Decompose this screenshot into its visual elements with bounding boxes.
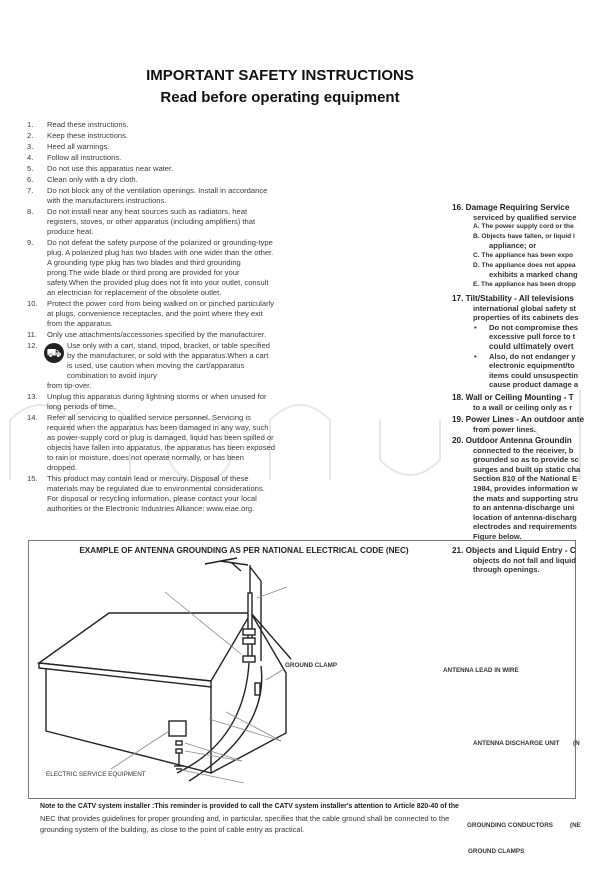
item-21 bbox=[452, 546, 600, 575]
list-item bbox=[27, 175, 275, 185]
item-number: 9. bbox=[27, 238, 34, 247]
line: location of antenna-discharg bbox=[473, 512, 577, 522]
list-item bbox=[27, 153, 275, 163]
item-text-end: from tip-over. bbox=[47, 381, 92, 390]
item-text: Unplug this apparatus during lightning storms or when unused for long periods of time. bbox=[47, 392, 267, 411]
line: connected to the receiver, b bbox=[473, 445, 574, 455]
item-text: Clean only with a dry cloth. bbox=[47, 175, 138, 184]
list-item bbox=[27, 474, 275, 514]
line: C. The appliance has been expo bbox=[473, 251, 574, 259]
line: properties of its cabinets des bbox=[473, 313, 579, 323]
line: grounded so as to provide sc bbox=[473, 455, 579, 465]
label-electric-service: ELECTRIC SERVICE EQUIPMENT bbox=[46, 771, 146, 778]
item-20-heading: 20. Outdoor Antenna Groundin bbox=[452, 436, 572, 445]
item-19-heading: 19. Power Lines - An outdoor ante bbox=[452, 415, 585, 424]
item-text: Do not defeat the safety purpose of the polarized or grounding-type plug. A polarized plug has two blades with one wider than the other. A grounding type plug has two blades and third grounding prong.The wide blade or third prong are provided for your safety.When the provided plug does not fit into your outlet, consult an electrician for replacement of the obsolete outlet. bbox=[47, 238, 274, 297]
list-item bbox=[27, 238, 275, 298]
catv-note-body: NEC that provides guidelines for proper grounding and, in particular, specifies that the cable ground shall be connected to the grounding system of the building, as close to the point of cable entry as practical. bbox=[40, 814, 450, 834]
list-item bbox=[27, 299, 275, 329]
bullet: • bbox=[474, 351, 477, 361]
item-16-heading: 16. Damage Requiring Service bbox=[452, 203, 570, 212]
item-18 bbox=[452, 393, 600, 412]
item-number: 4. bbox=[27, 153, 34, 162]
item-text: Do not install near any heat sources such as radiators, heat registers, stoves, or other apparatus (including amplifiers) that produce heat. bbox=[47, 207, 256, 236]
label-ground-clamps: GROUND CLAMPS bbox=[468, 848, 525, 855]
item-number: 5. bbox=[27, 164, 34, 173]
item-number: 14. bbox=[27, 413, 38, 422]
list-item bbox=[27, 341, 275, 391]
item-number: 6. bbox=[27, 175, 34, 184]
label-grounding-conductors: GROUNDING CONDUCTORS bbox=[467, 822, 553, 829]
line: items could unsuspectin bbox=[489, 370, 579, 380]
list-item bbox=[27, 413, 275, 473]
line: to a wall or ceiling only as r bbox=[473, 402, 573, 412]
item-text: Do not block any of the ventilation openings. Install in accordance with the manufacturers instructions. bbox=[47, 186, 268, 205]
label-antenna-lead-in: ANTENNA LEAD IN WIRE bbox=[443, 667, 519, 674]
line: excessive pull force to t bbox=[489, 332, 576, 342]
item-text: Keep these instructions. bbox=[47, 131, 129, 140]
item-text: Heed all warnings. bbox=[47, 142, 110, 151]
page-subtitle: Read before operating equipment bbox=[160, 89, 400, 106]
line: appliance; or bbox=[489, 241, 537, 251]
list-item bbox=[27, 207, 275, 237]
item-text: Read these instructions. bbox=[47, 120, 129, 129]
item-number: 10. bbox=[27, 299, 38, 308]
line: E. The appliance has been dropp bbox=[473, 280, 576, 288]
list-item bbox=[27, 120, 275, 130]
item-18-heading: 18. Wall or Ceiling Mounting - T bbox=[452, 393, 574, 402]
safety-list bbox=[27, 120, 275, 515]
line: from power lines. bbox=[473, 424, 536, 434]
line: 1984, provides information w bbox=[473, 483, 578, 493]
line: exhibits a marked chang bbox=[489, 270, 578, 280]
item-number: 7. bbox=[27, 186, 34, 195]
line: Figure below. bbox=[473, 531, 522, 541]
list-item bbox=[27, 164, 275, 174]
item-21-heading: 21. Objects and Liquid Entry - C bbox=[452, 546, 576, 555]
list-item bbox=[27, 330, 275, 340]
item-text: Do not use this apparatus near water. bbox=[47, 164, 174, 173]
item-16 bbox=[452, 203, 600, 289]
cart-warning-icon: ⛟ bbox=[44, 343, 64, 363]
line: the mats and supporting stru bbox=[473, 493, 579, 503]
line: serviced by qualified service bbox=[473, 212, 577, 222]
item-number: 11. bbox=[27, 330, 37, 339]
catv-note-bold: Note to the CATV system installer :This reminder is provided to call the CATV system installer's attention to Article 820-40 of the bbox=[40, 803, 459, 810]
antenna-grounding-diagram bbox=[28, 540, 580, 799]
item-number: 8. bbox=[27, 207, 34, 216]
item-19 bbox=[452, 415, 600, 434]
list-item bbox=[27, 131, 275, 141]
list-item bbox=[27, 186, 275, 206]
line: international global safety st bbox=[473, 303, 576, 313]
line: D. The appliance does not appea bbox=[473, 261, 576, 269]
item-number: 2. bbox=[27, 131, 34, 140]
item-text: Refer all servicing to qualified service personnel. Servicing is required when the apparatus has been damaged in any way, such as power-supply cord or plug is damaged, liquid has been spilled or objects have fallen into apparatus, the apparatus has been exposed to rain or moisture, does not operate normally, or has been dropped. bbox=[47, 413, 275, 472]
line: surges and built up static cha bbox=[473, 464, 581, 474]
item-number: 12. bbox=[27, 341, 38, 350]
diagram-title: EXAMPLE OF ANTENNA GROUNDING AS PER NATIONAL ELECTRICAL CODE (NEC) bbox=[79, 546, 409, 555]
item-text: Follow all instructions. bbox=[47, 153, 122, 162]
line: objects do not fall and liquid bbox=[473, 555, 576, 565]
item-number: 15. bbox=[27, 474, 38, 483]
item-text: Use only with a cart, stand, tripod, bracket, or table specified by the manufacturer, or sold with the apparatus.When a cart is used, use caution when moving the cart/apparatus combination to avoid injury bbox=[67, 341, 271, 380]
line: Section 810 of the National E bbox=[473, 474, 578, 484]
line: B. Objects have fallen, or liquid l bbox=[473, 232, 575, 240]
list-item bbox=[27, 392, 275, 412]
line: cause product damage a bbox=[489, 380, 579, 390]
label-ground-clamp: GROUND CLAMP bbox=[285, 662, 338, 669]
bullet: • bbox=[474, 322, 477, 332]
item-number: 13. bbox=[27, 392, 38, 401]
label-conductors-suffix: (NE bbox=[570, 822, 581, 829]
line: through openings. bbox=[473, 565, 540, 575]
item-17-heading: 17. Tilt/Stability - All televisions bbox=[452, 294, 574, 303]
item-number: 1. bbox=[27, 120, 34, 129]
label-discharge-suffix: (N bbox=[573, 740, 580, 747]
line: electrodes and requirements bbox=[473, 522, 577, 532]
line: could ultimately overt bbox=[489, 341, 574, 351]
item-text: Protect the power cord from being walked on or pinched particularly at plugs, convenience receptacles, and the point where they exit from the apparatus. bbox=[47, 299, 275, 328]
line: Do not compromise thes bbox=[489, 322, 579, 332]
list-item bbox=[27, 142, 275, 152]
item-text: Only use attachments/accessories specified by the manufacturer. bbox=[47, 330, 267, 339]
line: electronic equipment/to bbox=[489, 361, 575, 371]
line: Also, do not endanger y bbox=[489, 351, 576, 361]
item-20 bbox=[452, 436, 600, 542]
line: to an antenna-discharge uni bbox=[473, 503, 575, 513]
page-title: IMPORTANT SAFETY INSTRUCTIONS bbox=[146, 67, 414, 84]
item-17 bbox=[452, 294, 600, 390]
item-text: This product may contain lead or mercury. Disposal of these materials may be regulated due to environmental considerations. For disposal or recycling information, please contact your local authorities or the Electronic Industries Alliance: www.eiae.org. bbox=[47, 474, 265, 513]
line: A. The power supply cord or the bbox=[473, 223, 574, 231]
item-number: 3. bbox=[27, 142, 34, 151]
label-discharge-unit: ANTENNA DISCHARGE UNIT bbox=[473, 740, 560, 747]
